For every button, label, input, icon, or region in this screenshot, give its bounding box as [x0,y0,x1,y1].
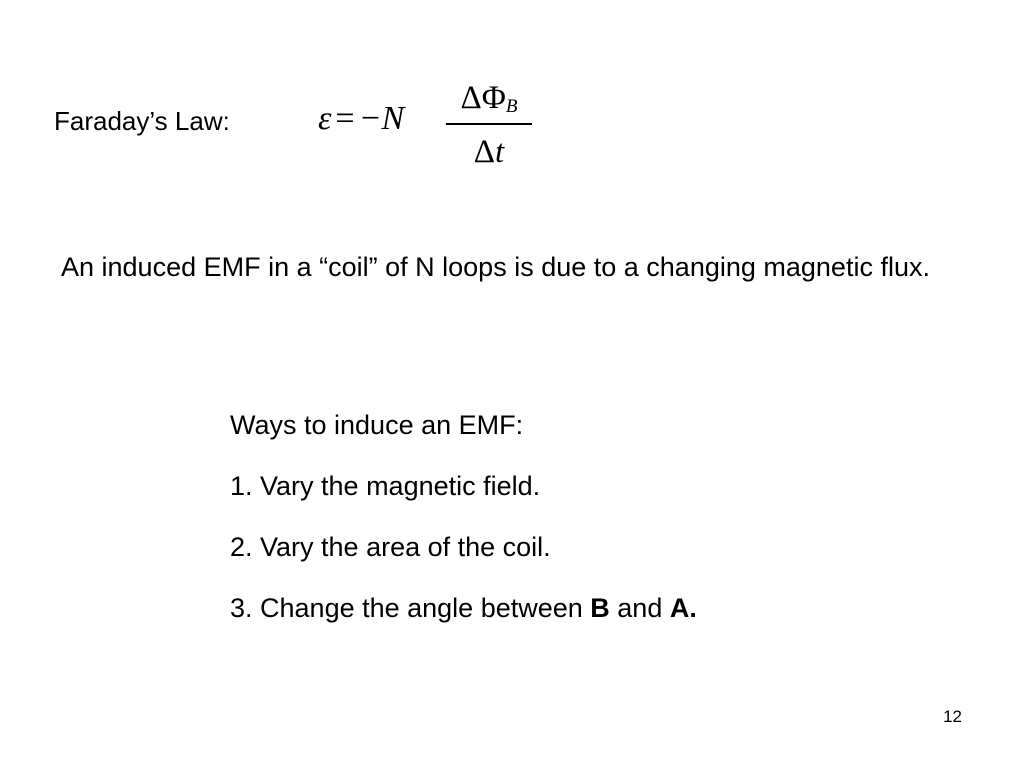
ways-item-2: 2. Vary the area of the coil. [230,532,551,562]
item3-and: and [609,593,670,623]
minus-n: −N [358,100,405,137]
fraction-denominator [446,132,532,172]
emf-symbol: ε [318,100,332,137]
vector-b: B [590,593,610,623]
vector-a: A. [669,593,697,623]
fraction-numerator [446,78,532,127]
faraday-equation [318,76,548,176]
delta-phi: ΔΦ [460,80,506,116]
page-number: 12 [943,707,962,726]
induced-emf-paragraph: An induced EMF in a “coil” of N loops is due to a changing magnetic flux. [61,252,930,282]
ways-heading: Ways to induce an EMF: [230,410,524,440]
equals-sign: = [335,100,355,137]
item3-prefix: 3. Change the angle between [230,593,591,623]
ways-list [230,406,930,650]
time-variable: t [495,134,505,170]
ways-item-3 [230,589,930,650]
delta-symbol: Δ [473,134,496,170]
ways-item-1: 1. Vary the magnetic field. [230,471,541,501]
subscript-b: B [505,96,518,117]
equation-lhs [318,99,404,139]
law-label: Faraday’s Law: [54,106,230,136]
fraction-bar [446,123,532,125]
flux-fraction [446,76,532,176]
